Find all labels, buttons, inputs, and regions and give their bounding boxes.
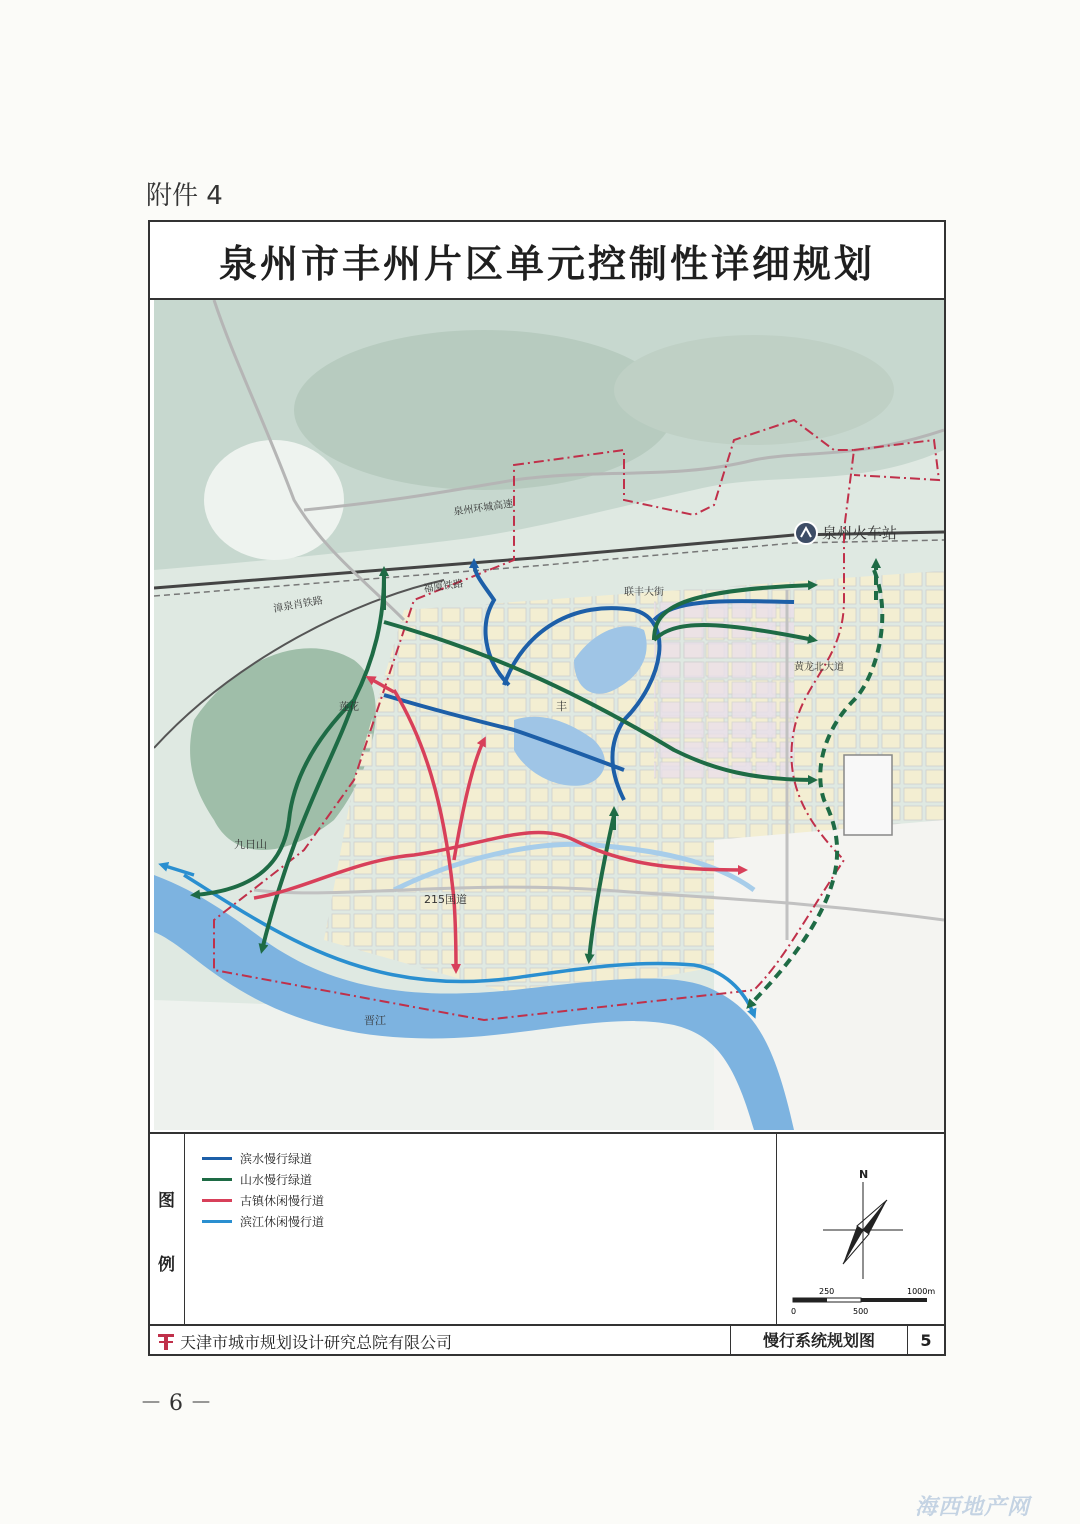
road-215-label: 215国道 — [424, 893, 467, 906]
huanglong-label: 黄龙北大道 — [794, 662, 844, 673]
footer-bar — [150, 1324, 944, 1356]
station-label: 泉州火车站 — [822, 524, 898, 542]
map-svg — [154, 300, 944, 1130]
mountain-shade-east — [614, 335, 894, 445]
company-block — [158, 1330, 452, 1353]
scale-label-500: 500 — [853, 1307, 869, 1316]
mount-jiuri-label: 九日山 — [234, 838, 267, 851]
legend-swatch-waterfront — [202, 1157, 232, 1160]
title-bar — [150, 222, 944, 300]
plan-sheet — [148, 220, 946, 1356]
stadium — [844, 755, 892, 835]
annex-label: 附件 4 — [146, 181, 223, 211]
railway-b-label: 漳泉肖铁路 — [272, 595, 324, 615]
legend-item — [202, 1148, 324, 1169]
lianhua-label: 莲花 — [339, 702, 359, 713]
watermark: 海西地产网 — [915, 1495, 1031, 1520]
legend-label-waterfront: 滨水慢行绿道 — [240, 1152, 313, 1166]
sheet-number: 5 — [920, 1331, 932, 1350]
legend-label-oldtown: 古镇休闲慢行道 — [240, 1194, 325, 1208]
legend-header-char-2: 例 — [158, 1255, 175, 1275]
scale-label-1000: 1000m — [907, 1287, 936, 1296]
jinjiang-label: 晋江 — [364, 1014, 386, 1027]
legend-item — [202, 1211, 324, 1232]
sheet-name: 慢行系统规划图 — [730, 1326, 908, 1356]
legend-label-riverside: 滨江休闲慢行道 — [240, 1215, 325, 1229]
legend-header-char-1: 图 — [158, 1191, 175, 1211]
lianfeng-road-label: 联丰大街 — [624, 587, 664, 598]
scale-label-250: 250 — [819, 1287, 835, 1296]
legend-swatch-mountain — [202, 1178, 232, 1181]
station-icon — [795, 522, 817, 544]
scale-bar-right — [861, 1298, 927, 1302]
map-area — [154, 300, 944, 1130]
mountain-shade — [294, 330, 674, 490]
legend-items — [202, 1148, 324, 1232]
compass-svg — [777, 1134, 945, 1326]
legend-header — [150, 1134, 185, 1326]
legend-item — [202, 1169, 324, 1190]
legend-item — [202, 1190, 324, 1211]
scale-bar-left-fill — [793, 1298, 827, 1302]
company-logo-icon — [158, 1334, 174, 1350]
legend-swatch-oldtown — [202, 1199, 232, 1202]
compass-scale-box — [776, 1134, 945, 1326]
map-title: 泉州市丰州片区单元控制性详细规划 — [218, 241, 875, 286]
company-name: 天津市城市规划设计研究总院有限公司 — [180, 1333, 453, 1352]
railway-a-label: 福厦铁路 — [422, 578, 465, 595]
ring-expressway-label: 泉州环城高速 — [452, 498, 514, 518]
legend-label-mountain: 山水慢行绿道 — [240, 1173, 313, 1187]
legend-panel — [150, 1132, 944, 1326]
scale-label-0: 0 — [791, 1307, 797, 1316]
feng-label: 丰 — [556, 700, 567, 713]
compass-north-label: N — [859, 1168, 869, 1181]
page-number: － 6 － — [140, 1391, 212, 1416]
legend-swatch-riverside — [202, 1220, 232, 1223]
